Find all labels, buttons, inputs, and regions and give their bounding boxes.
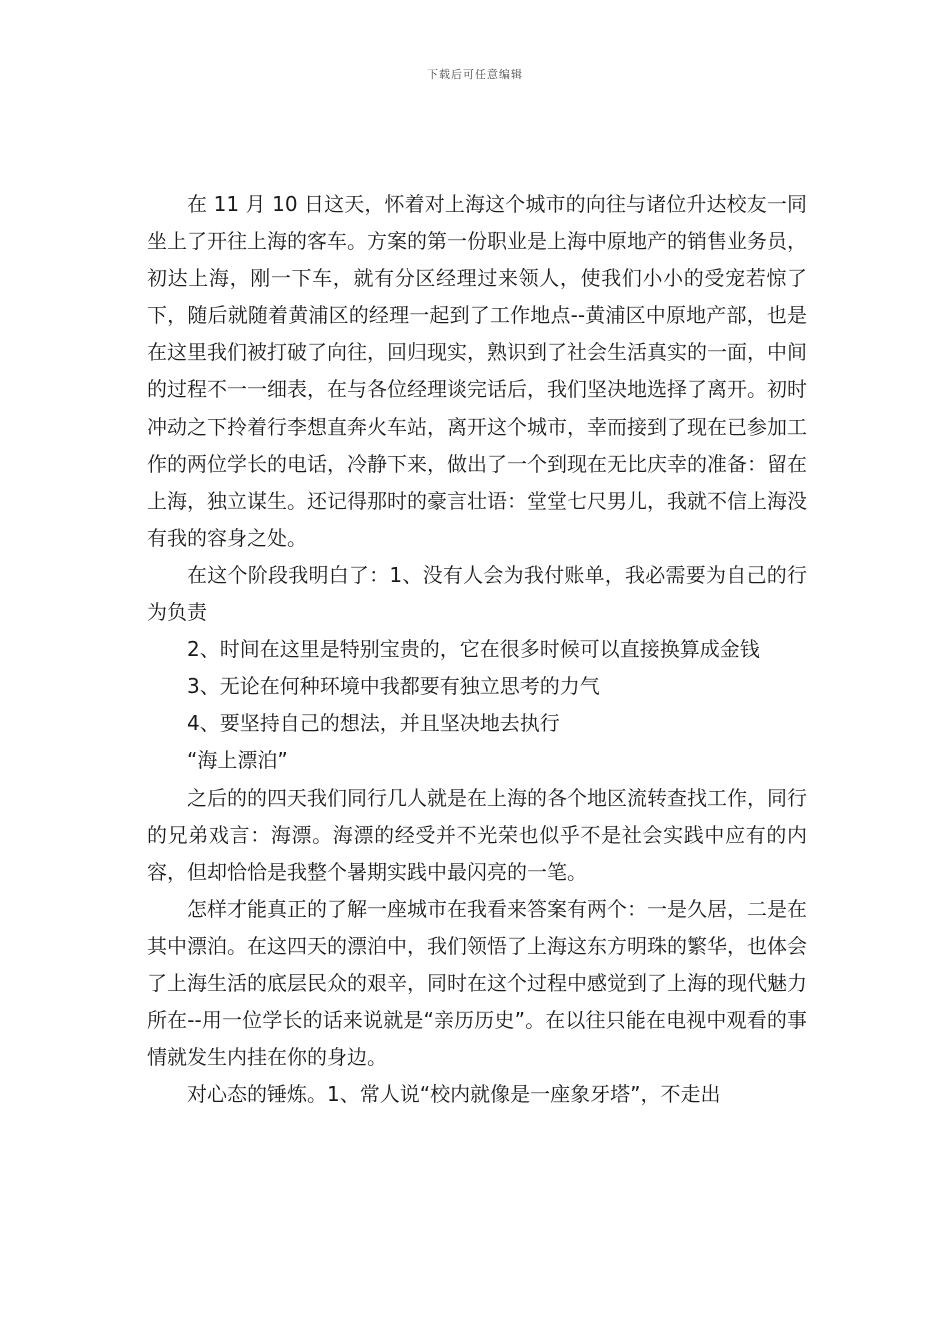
paragraph-lessons-intro: 在这个阶段我明白了：1、没有人会为我付账单，我必需要为自己的行为负责 xyxy=(147,562,807,625)
paragraph-understanding-city: 怎样才能真正的了解一座城市在我看来答案有两个：一是久居，二是在其中漂泊。在这四天的漂泊中，我们领悟了上海这东方明珠的繁华，也体会了上海生活的底层民众的艰辛，同时在这个过程中感觉到了上海的现代魅力所在--用一位学长的话来说就是“亲历历史”。在以往只能在电视中观看的事情就发生内挂在你的身边。 xyxy=(147,896,807,1070)
paragraph-mindset: 对心态的锤炼。1、常人说“校内就像是一座象牙塔”，不走出 xyxy=(187,1082,721,1107)
section-heading: “海上漂泊” xyxy=(187,748,288,773)
paragraph-intro: 在 11 月 10 日这天，怀着对上海这个城市的向往与诸位升达校友一同坐上了开往上海的客车。方案的第一份职业是上海中原地产的销售业务员，初达上海，刚一下车，就有分区经理过来领人，使我们小小的受宠若惊了下，随后就随着黄浦区的经理一起到了工作地点--黄浦区中原地产部，也是在这里我们被打破了向往，回归现实，熟识到了社会生活真实的一面，中间的过程不一一细表，在与各位经理谈完话后，我们坚决地选择了离开。初时冲动之下拎着行李想直奔火车站，离开这个城市，幸而接到了现在已参加工作的两位学长的电话，冷静下来，做出了一个到现在无比庆幸的准备：留在上海，独立谋生。还记得那时的豪言壮语：堂堂七尺男儿，我就不信上海没有我的容身之处。 xyxy=(147,192,807,550)
paragraph-lesson-2: 2、时间在这里是特别宝贵的，它在很多时候可以直接换算成金钱 xyxy=(187,637,760,662)
document-body xyxy=(147,186,807,1113)
page-header: 下载后可任意编辑 xyxy=(427,68,523,81)
paragraph-four-days: 之后的的四天我们同行几人就是在上海的各个地区流转查找工作，同行的兄弟戏言：海漂。海漂的经受并不光荣也似乎不是社会实践中应有的内容，但却恰恰是我整个暑期实践中最闪亮的一笔。 xyxy=(147,785,807,884)
paragraph-lesson-4: 4、要坚持自己的想法，并且坚决地去执行 xyxy=(187,711,560,736)
paragraph-lesson-3: 3、无论在何种环境中我都要有独立思考的力气 xyxy=(187,674,600,699)
